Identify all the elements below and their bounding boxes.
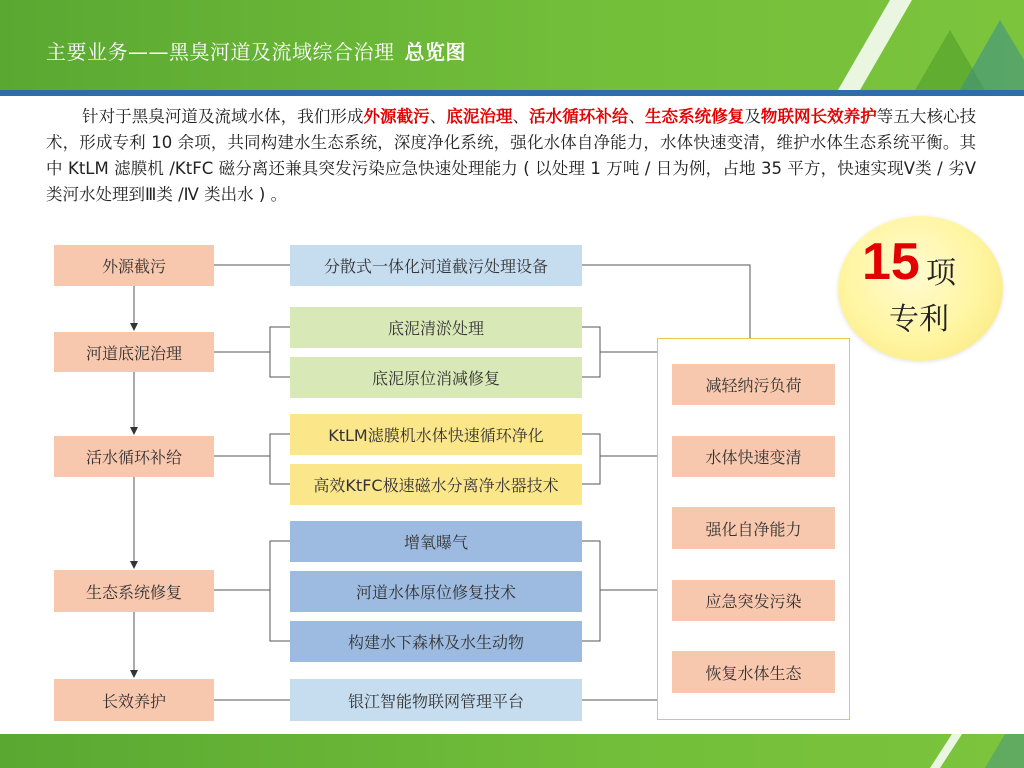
intro-sep-1: 、 bbox=[429, 107, 447, 126]
technique-box: 河道水体原位修复技术 bbox=[290, 571, 582, 612]
intro-sep-3: 、 bbox=[628, 107, 645, 126]
page-title-suffix: 总览图 bbox=[404, 40, 466, 64]
technique-box: 高效KtFC极速磁水分离净水器技术 bbox=[290, 464, 582, 505]
technique-box: 底泥清淤处理 bbox=[290, 307, 582, 348]
technique-box: 银江智能物联网管理平台 bbox=[290, 679, 582, 721]
technique-box: 构建水下森林及水生动物 bbox=[290, 621, 582, 662]
footer-decoration bbox=[0, 734, 1024, 768]
footer-bar bbox=[0, 734, 1024, 768]
result-reduce-pollution-load: 减轻纳污负荷 bbox=[672, 364, 835, 405]
patent-unit: 项 bbox=[926, 256, 956, 291]
patent-count: 15 bbox=[862, 233, 920, 291]
result-water-clears-fast: 水体快速变清 bbox=[672, 436, 835, 477]
technique-box: 分散式一体化河道截污处理设备 bbox=[290, 245, 582, 286]
result-emergency-pollution: 应急突发污染 bbox=[672, 580, 835, 621]
technique-box: 增氧曝气 bbox=[290, 521, 582, 562]
intro-sep-2: 、 bbox=[512, 107, 530, 126]
intro-sep-4: 及 bbox=[744, 107, 761, 126]
intro-text-1: 针对于黑臭河道及流域水体，我们形成 bbox=[82, 107, 364, 126]
intro-keyword-3: 活水循环补给 bbox=[529, 107, 629, 126]
category-external-interception: 外源截污 bbox=[54, 245, 214, 286]
intro-text-2: 等五大核心技术，形成专利 10 余项，共同构建水生态系统，深度净化系统，强化水体自净能力，水体快速变清，维护水体生态系统平衡。其中 KtLM 滤膜机 /KtFC 磁分离还兼具突发污染应急快速处理能力 ( 以处理 1 万吨 / 日为例，占地 35 平方，快速实现Ⅴ类 / 劣Ⅴ类河水处理到Ⅲ类 /Ⅳ 类出水 ) 。 bbox=[46, 107, 977, 204]
result-restore-ecology: 恢复水体生态 bbox=[672, 651, 835, 693]
technique-box: 底泥原位消减修复 bbox=[290, 357, 582, 398]
category-long-term-maintenance: 长效养护 bbox=[54, 679, 214, 721]
patent-label: 专利 bbox=[889, 302, 949, 337]
intro-keyword-4: 生态系统修复 bbox=[645, 107, 745, 126]
page-title-main: 主要业务——黑臭河道及流域综合治理 bbox=[46, 40, 395, 64]
intro-keyword-1: 外源截污 bbox=[363, 107, 430, 126]
category-sediment-treatment: 河道底泥治理 bbox=[54, 332, 214, 372]
result-self-purification: 强化自净能力 bbox=[672, 507, 835, 549]
technique-box: KtLM滤膜机水体快速循环净化 bbox=[290, 414, 582, 455]
category-ecosystem-restoration: 生态系统修复 bbox=[54, 570, 214, 612]
intro-keyword-2: 底泥治理 bbox=[446, 107, 513, 126]
category-water-circulation: 活水循环补给 bbox=[54, 436, 214, 477]
intro-keyword-5: 物联网长效养护 bbox=[760, 107, 877, 126]
